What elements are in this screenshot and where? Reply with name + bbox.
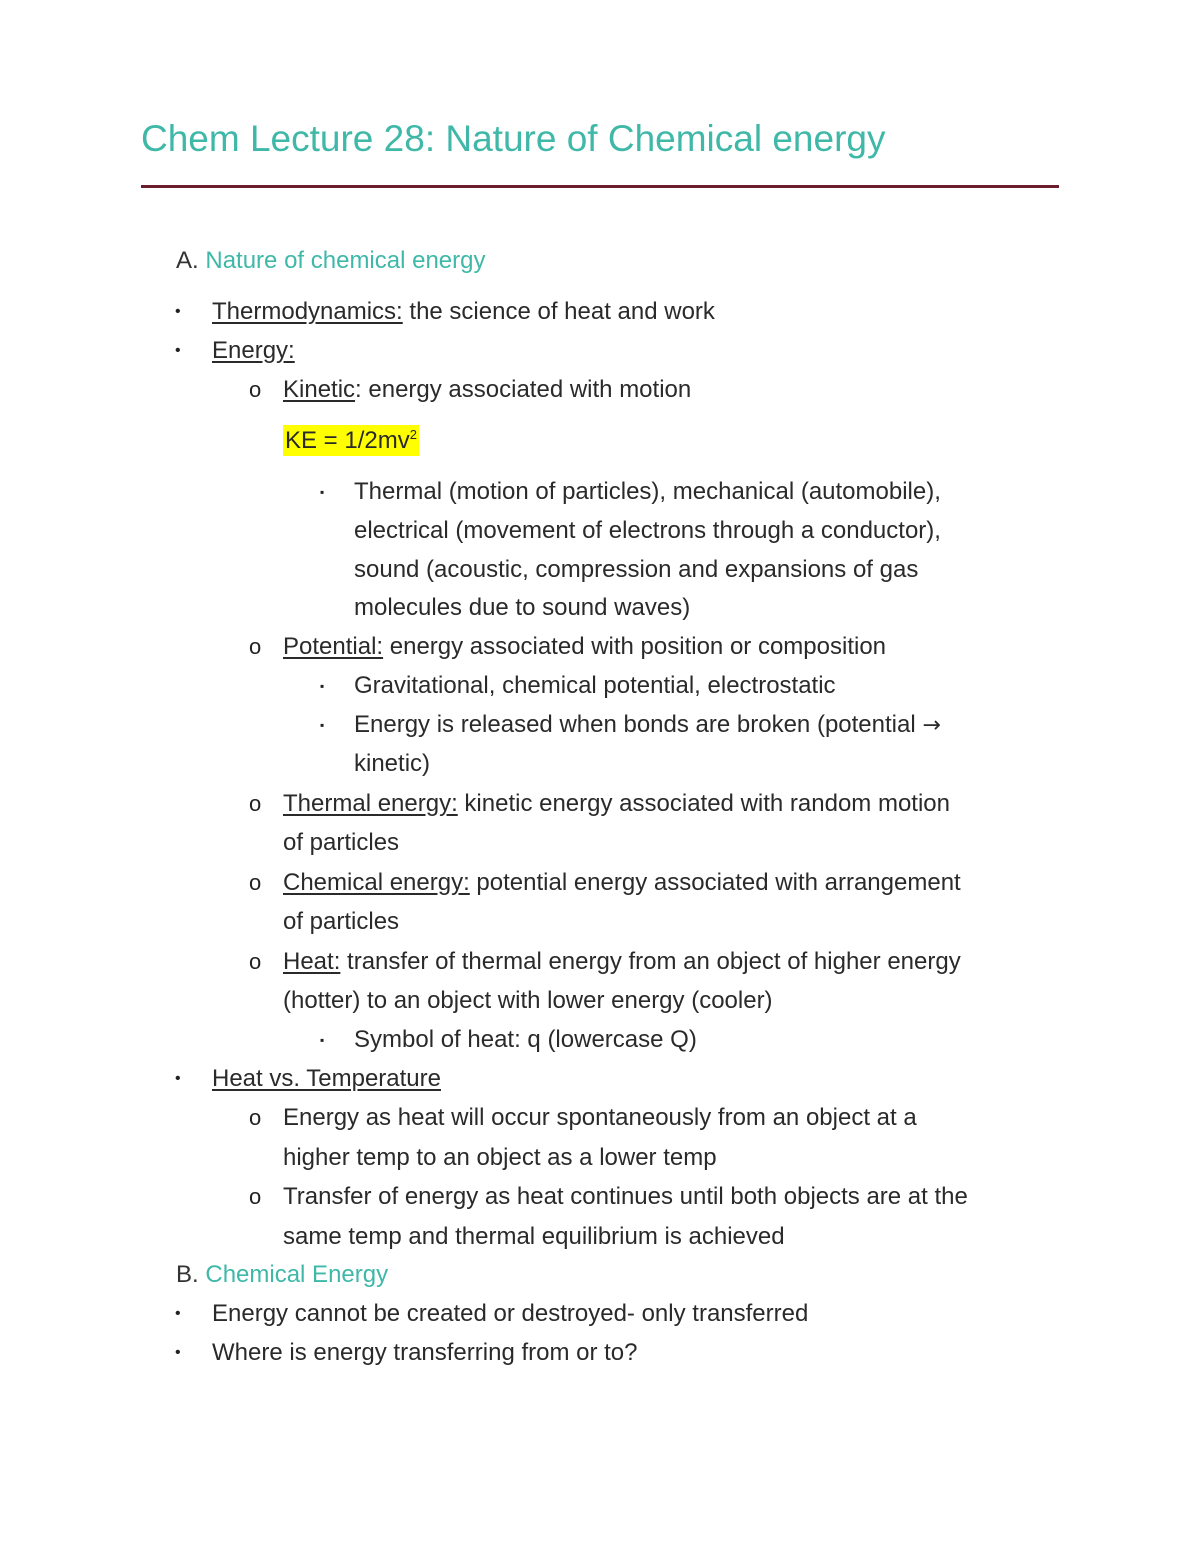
section-b-item: Energy cannot be created or destroyed- only transferred <box>212 1300 809 1327</box>
bullet-dot: • <box>175 1070 181 1087</box>
term-potential: Potential: <box>283 633 384 660</box>
bullet-square: ▪ <box>320 485 325 499</box>
heat-vs-temp-line: same temp and thermal equilibrium is achieved <box>283 1223 785 1250</box>
bond-release-text: Energy is released when bonds are broken (potential <box>354 711 923 738</box>
kinetic-examples-line: sound (acoustic, compression and expansions of gas <box>354 556 919 583</box>
list-item-heat-vs-temp <box>212 1064 441 1094</box>
def-thermodynamics: the science of heat and work <box>402 298 715 325</box>
section-a-title: Nature of chemical energy <box>205 247 486 274</box>
arrow-right-icon: → <box>922 713 941 738</box>
list-item-heat <box>283 947 961 977</box>
kinetic-examples-line: electrical (movement of electrons through a conductor), <box>354 517 941 544</box>
bullet-circle: o <box>249 870 262 895</box>
bullet-square: ▪ <box>320 718 325 732</box>
heat-line: (hotter) to an object with lower energy (cooler) <box>283 987 773 1014</box>
heat-vs-temp-line: higher temp to an object as a lower temp <box>283 1144 717 1171</box>
list-item-chemical-energy <box>283 868 961 898</box>
page-title: Chem Lecture 28: Nature of Chemical energy <box>141 118 886 159</box>
term-heat-vs-temp: Heat vs. Temperature <box>212 1065 441 1092</box>
section-a-heading <box>176 246 486 276</box>
potential-examples-line <box>354 710 941 741</box>
potential-examples-line: kinetic) <box>354 750 431 777</box>
kinetic-examples-line: molecules due to sound waves) <box>354 594 691 621</box>
thermal-energy-line: of particles <box>283 829 400 856</box>
list-item-energy <box>212 336 295 366</box>
formula-exponent: 2 <box>409 427 417 442</box>
bullet-circle: o <box>249 1184 262 1209</box>
kinetic-formula <box>283 426 419 456</box>
bullet-circle: o <box>249 949 262 974</box>
bullet-dot: • <box>175 303 181 320</box>
bullet-square: ▪ <box>320 679 325 693</box>
bullet-dot: • <box>175 1344 181 1361</box>
heat-vs-temp-line: Transfer of energy as heat continues until both objects are at the <box>283 1183 968 1210</box>
term-heat: Heat: <box>283 948 341 975</box>
potential-examples-line: Gravitational, chemical potential, electrostatic <box>354 672 836 699</box>
def-potential: energy associated with position or composition <box>383 633 887 660</box>
bullet-circle: o <box>249 377 262 402</box>
formula-highlight <box>283 425 419 456</box>
heat-vs-temp-line: Energy as heat will occur spontaneously from an object at a <box>283 1104 917 1131</box>
term-kinetic: Kinetic <box>283 376 356 403</box>
kinetic-examples-line: Thermal (motion of particles), mechanical (automobile), <box>354 478 941 505</box>
section-a-letter: A. <box>176 247 199 274</box>
heat-symbol-line: Symbol of heat: q (lowercase Q) <box>354 1026 697 1053</box>
bullet-dot: • <box>175 342 181 359</box>
def-heat: transfer of thermal energy from an object of higher energy <box>340 948 961 975</box>
def-thermal-energy: kinetic energy associated with random motion <box>457 790 950 817</box>
list-item-potential <box>283 632 886 662</box>
bullet-circle: o <box>249 791 262 816</box>
bullet-square: ▪ <box>320 1033 325 1047</box>
title-divider <box>141 185 1059 188</box>
bullet-dot: • <box>175 1305 181 1322</box>
chemical-energy-line: of particles <box>283 908 400 935</box>
list-item-kinetic <box>283 375 691 405</box>
def-chemical-energy: potential energy associated with arrangement <box>469 869 961 896</box>
list-item-thermodynamics <box>212 297 715 327</box>
term-energy: Energy: <box>212 337 295 364</box>
list-item-thermal-energy <box>283 789 950 819</box>
term-thermodynamics: Thermodynamics: <box>212 298 403 325</box>
section-b-item: Where is energy transferring from or to? <box>212 1339 638 1366</box>
section-b-title: Chemical Energy <box>205 1261 389 1288</box>
term-chemical-energy: Chemical energy: <box>283 869 470 896</box>
bullet-circle: o <box>249 634 262 659</box>
term-thermal-energy: Thermal energy: <box>283 790 458 817</box>
def-kinetic: : energy associated with motion <box>355 376 692 403</box>
bullet-circle: o <box>249 1105 262 1130</box>
section-b-letter: B. <box>176 1261 199 1288</box>
section-b-heading <box>176 1260 388 1290</box>
formula-text: KE = 1/2mv <box>285 427 410 454</box>
